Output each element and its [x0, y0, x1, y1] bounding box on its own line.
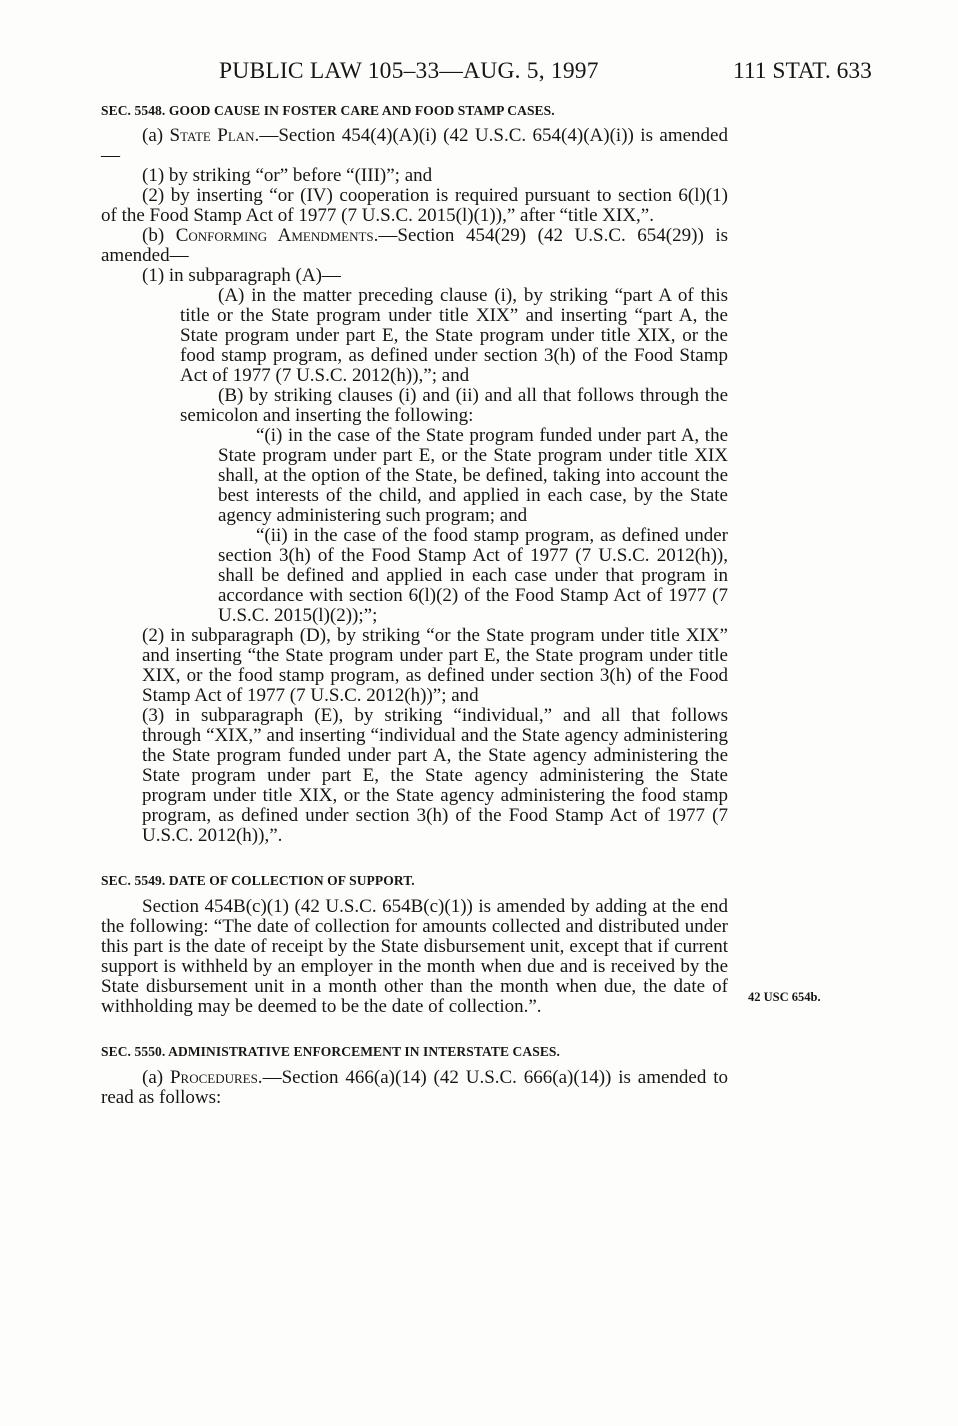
subsection-a-label: State Plan.: [169, 125, 260, 146]
running-head: PUBLIC LAW 105–33—AUG. 5, 1997: [219, 58, 599, 84]
subsection-b-conforming: [101, 226, 728, 266]
procedures-label: Procedures.: [169, 1067, 263, 1088]
document-body: [101, 101, 728, 1108]
subsection-a-label-prefix: (a): [142, 125, 170, 146]
subsection-b-label: Conforming Amendments.: [175, 225, 379, 246]
paragraph-b-1: (1) in subparagraph (A)—: [142, 265, 341, 286]
subparagraph-b-1-A: (A) in the matter preceding clause (i), by striking “part A of this title or the State program under title XIX” and inserting “part A, the State program under part E, the State program under title XIX, or the food stamp program, as defined under section 3(h) of the Food Stamp Act of 1977 (7 U.S.C. 2012(h)),”; and: [180, 285, 728, 386]
procedures-label-prefix: (a): [142, 1067, 170, 1088]
subsection-a-state-plan: [101, 126, 728, 166]
section-heading-5548: SEC. 5548. GOOD CAUSE IN FOSTER CARE AND FOOD STAMP CASES.: [101, 103, 555, 118]
clause-b-1-B-ii: “(ii) in the case of the food stamp program, as defined under section 3(h) of the Food Stamp Act of 1977 (7 U.S.C. 2012(h)), shall be defined and applied in each case under that program in accordance with section 6(l)(2) of the Food Stamp Act of 1977 (7 U.S.C. 2015(l)(2));”;: [218, 525, 728, 626]
paragraph-b-3: (3) in subparagraph (E), by striking “individual,” and all that follows through “XIX,” and inserting “individual and the State agency administering the State program funded under part A, the State agency administering the State program under part E, the State agency administering the State program under title XIX, or the State agency administering the food stamp program, as defined under section 3(h) of the Food Stamp Act of 1977 (7 U.S.C. 2012(h)),”.: [142, 705, 728, 846]
procedures-text: —Section 466(a)(14) (42 U.S.C. 666(a)(14)) is amended to read as follows:: [101, 1067, 728, 1108]
paragraph-b-2: (2) in subparagraph (D), by striking “or the State program under title XIX” and inserting “the State program under part E, the State program under title XIX, or the food stamp program, as defined under section 3(h) of the Food Stamp Act of 1977 (7 U.S.C. 2012(h))”; and: [142, 625, 728, 706]
section-heading-5550: SEC. 5550. ADMINISTRATIVE ENFORCEMENT IN INTERSTATE CASES.: [101, 1044, 561, 1059]
margin-citation-note: 42 USC 654b.: [748, 990, 821, 1004]
subsection-b-label-prefix: (b): [142, 225, 176, 246]
page-number: 111 STAT. 633: [733, 58, 872, 84]
paragraph-a-2: (2) by inserting “or (IV) cooperation is required pursuant to section 6(l)(1) of the Food Stamp Act of 1977 (7 U.S.C. 2015(l)(1)),” after “title XIX,”.: [101, 185, 728, 226]
subparagraph-b-1-B: (B) by striking clauses (i) and (ii) and all that follows through the semicolon and inserting the following:: [180, 385, 728, 426]
section-heading-5549: SEC. 5549. DATE OF COLLECTION OF SUPPORT.: [101, 873, 415, 888]
clause-b-1-B-i: “(i) in the case of the State program funded under part A, the State program under part E, or the State program under title XIX shall, at the option of the State, be defined, taking into account the best interests of the child, and applied in each case, by the State agency administering such program; and: [218, 425, 728, 526]
subsection-a-text: —Section 454(4)(A)(i) (42 U.S.C. 654(4)(A)(i)) is amended—: [101, 125, 728, 166]
subsection-a-procedures: [101, 1068, 728, 1108]
paragraph-a-1: (1) by striking “or” before “(III)”; and: [142, 165, 433, 186]
section-5549-text: Section 454B(c)(1) (42 U.S.C. 654B(c)(1)) is amended by adding at the end the following: “The date of collection for amounts collected and distributed under this part is the date of receipt by the State disbursement unit, except that if current support is withheld by an employer in the month when due and is received by the State disbursement unit in a month other than the month when due, the date of withholding may be deemed to be the date of collection.”.: [101, 896, 728, 1017]
subsection-b-text: —Section 454(29) (42 U.S.C. 654(29)) is amended—: [101, 225, 728, 266]
